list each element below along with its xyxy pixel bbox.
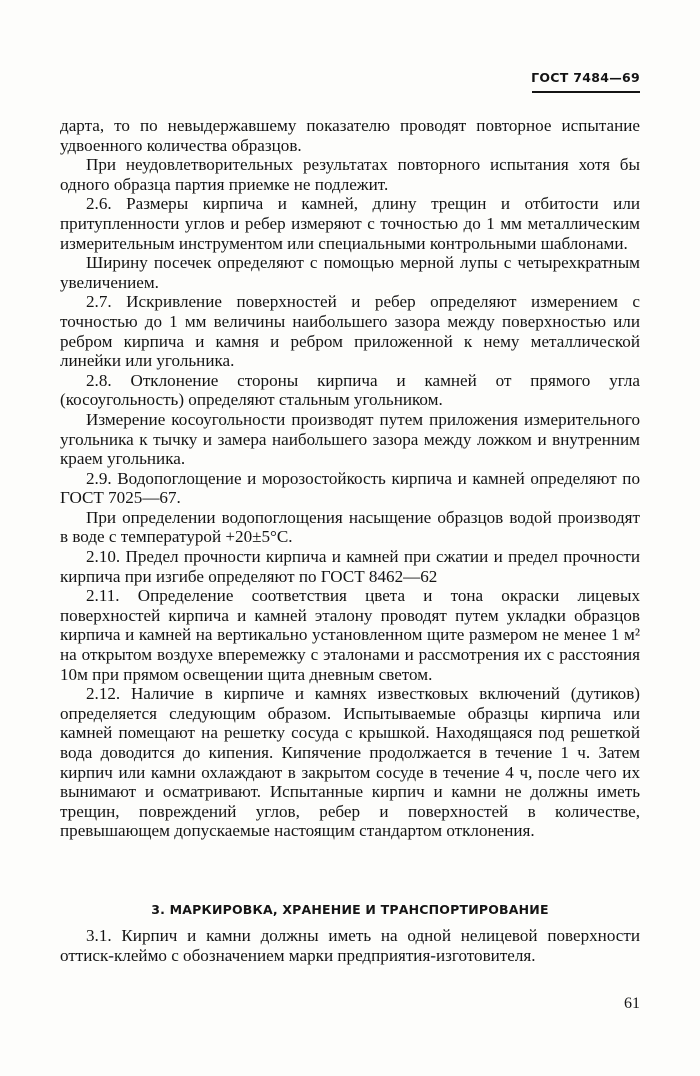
paragraph-continuation: дарта, то по невыдержавшему показателю проводят повторное испытание удвоенного количества образцов.	[60, 116, 640, 155]
standard-code-header: ГОСТ 7484—69	[531, 70, 640, 85]
header-underline	[532, 91, 640, 93]
paragraph-2-7: 2.7. Искривление поверхностей и ребер определяют измерением с точностью до 1 мм величины наибольшего зазора между поверхностью или ребром кирпича и камня и ребром приложенной к нему металлической линейки или угольника.	[60, 292, 640, 371]
paragraph-2-11: 2.11. Определение соответствия цвета и тона окраски лицевых поверхностей кирпича и камней эталону проводят путем укладки образцов кирпича и камней на вертикально установленном щите размером не менее 1 м² на открытом воздухе вперемежку с эталонами и рассмотрения их с расстояния 10м при прямом освещении щита дневным светом.	[60, 586, 640, 684]
paragraph-2-10: 2.10. Предел прочности кирпича и камней при сжатии и предел прочности кирпича при изгибе определяют по ГОСТ 8462—62	[60, 547, 640, 586]
section-3-title: 3. МАРКИРОВКА, ХРАНЕНИЕ И ТРАНСПОРТИРОВАНИЕ	[151, 902, 549, 917]
section3-text	[60, 926, 640, 965]
paragraph: Измерение косоугольности производят путем приложения измерительного угольника к тычку и замера наибольшего зазора между ложком и внутренним краем угольника.	[60, 409, 640, 469]
paragraph-2-9: 2.9. Водопоглощение и морозостойкость кирпича и камней определяют по ГОСТ 7025—67.	[60, 468, 640, 508]
page-number: 61	[624, 995, 640, 1012]
paragraph-3-1: 3.1. Кирпич и камни должны иметь на одной нелицевой поверхности оттиск-клеймо с обозначением марки предприятия-изготовителя.	[60, 926, 640, 965]
paragraph-2-12: 2.12. Наличие в кирпиче и камнях известковых включений (дутиков) определяется следующим образом. Испытываемые образцы кирпича или камней помещают на решетку сосуда с крышкой. Находящаяся под решеткой вода доводится до кипения. Кипячение продолжается в течение 1 ч. Затем кирпич или камни охлаждают в закрытом сосуде в течение 4 ч, после чего их вынимают и осматривают. Испытанные кирпич и камни не должны иметь трещин, повреждений углов, ребер и поверхностей в количестве, превышающем допускаемые настоящим стандартом отклонения.	[60, 684, 640, 841]
paragraph: Ширину посечек определяют с помощью мерной лупы с четырехкратным увеличением.	[60, 253, 640, 292]
paragraph-2-8: 2.8. Отклонение стороны кирпича и камней от прямого угла (косоугольность) определяют стальным угольником.	[60, 370, 640, 410]
paragraph-2-6: 2.6. Размеры кирпича и камней, длину трещин и отбитости или притупленности углов и ребер измеряют с точностью до 1 мм металлическим измерительным инструментом или специальными контрольными шаблонами.	[60, 194, 640, 253]
section2-text	[60, 116, 640, 841]
paragraph: При определении водопоглощения насыщение образцов водой производят в воде с температурой +20±5°С.	[60, 507, 640, 547]
paragraph: При неудовлетворительных результатах повторного испытания хотя бы одного образца партия приемке не подлежит.	[60, 155, 640, 194]
